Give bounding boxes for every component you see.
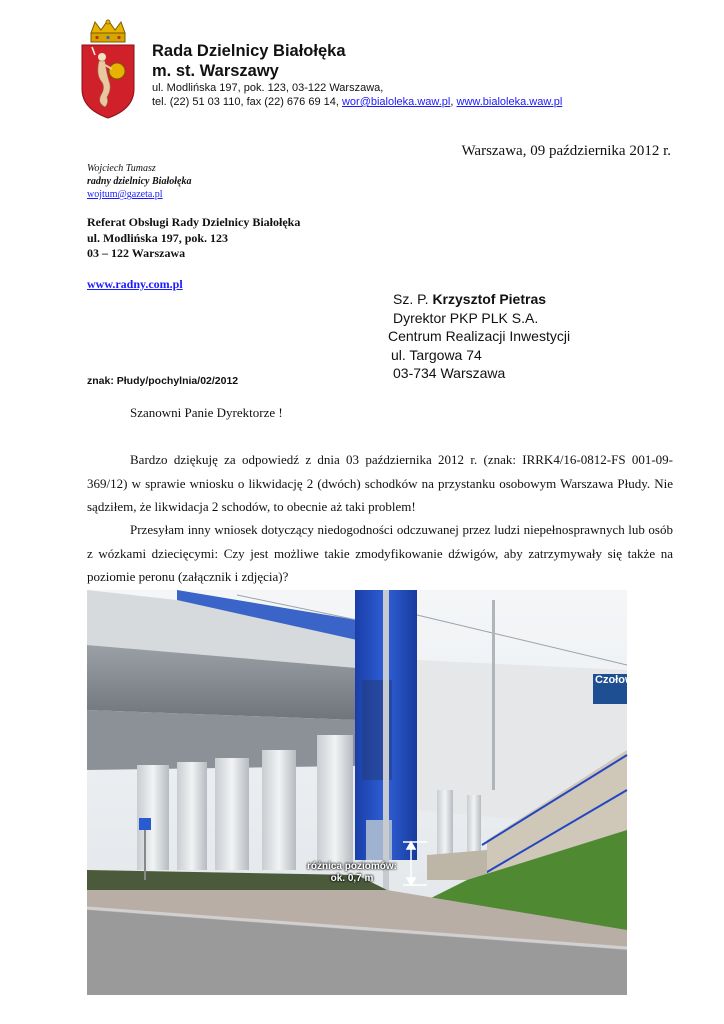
- station-name-sign: Czołow: [593, 674, 627, 704]
- sender-website-link[interactable]: www.radny.com.pl: [87, 277, 183, 291]
- council-name: Rada Dzielnicy Białołęka: [152, 42, 346, 60]
- sender-role: radny dzielnicy Białołęka: [87, 176, 192, 187]
- referat-line1: Referat Obsługi Rady Dzielnicy Białołęka: [87, 215, 301, 229]
- station-photo: [87, 590, 634, 995]
- referat-line3: 03 – 122 Warszawa: [87, 246, 186, 260]
- referat-address: [87, 215, 300, 262]
- council-email-link[interactable]: wor@bialoleka.waw.pl: [341, 96, 451, 108]
- recipient-title: Dyrektor PKP PLK S.A.: [393, 309, 539, 326]
- annotation-line1: różnica poziomów:: [307, 861, 397, 872]
- paragraph-1-text: Bardzo dziękuję za odpowiedź z dnia 03 października 2012 r. (znak: IRRK4/16-0812-FS 001-09-369/12) w sprawie wniosku o likwidację 2 (dwóch) schodków na przystanku osobowym Warszawa Płudy. Nie sądziłem, że likwidacja 2 schodów, to obecnie aż taki problem!: [87, 452, 673, 514]
- council-address: ul. Modlińska 197, pok. 123, 03-122 Warszawa,: [152, 82, 384, 94]
- council-website-link[interactable]: www.bialoleka.waw.pl: [456, 96, 563, 108]
- recipient-street: ul. Targowa 74: [391, 346, 482, 363]
- sender-website: [87, 277, 183, 292]
- sender-name: Wojciech Tumasz: [87, 163, 156, 174]
- sender-email-link[interactable]: wojtum@gazeta.pl: [87, 189, 163, 200]
- sender-block: [87, 162, 191, 201]
- warsaw-mermaid-crest-icon: [79, 19, 137, 119]
- recipient-city: 03-734 Warszawa: [393, 365, 506, 381]
- annotation-line2: ok. 0,7 m: [330, 873, 374, 884]
- council-phone-fax: tel. (22) 51 03 110, fax (22) 676 69 14,: [152, 96, 342, 108]
- recipient-name: Krzysztof Pietras: [432, 291, 547, 307]
- paragraph-2-text: Przesyłam inny wniosek dotyczący niedogodności odczuwanej przez ludzi niepełnosprawnych lub osób z wózkami dziecięcymi: Czy jest możliwe takie zmodyfikowanie dźwigów, aby zatrzymywały się także na poziomie peronu (załącznik i zdjęcia)?: [87, 522, 673, 584]
- reference-number: znak: Płudy/pochylnia/02/2012: [87, 375, 239, 387]
- salutation: Szanowni Panie Dyrektorze !: [130, 405, 283, 420]
- council-contact: [152, 96, 562, 108]
- letter-date: Warszawa, 09 października 2012 r.: [461, 143, 671, 159]
- level-difference-annotation: [297, 861, 407, 885]
- city-name: m. st. Warszawy: [152, 62, 279, 80]
- recipient-block: [388, 290, 570, 383]
- contact-separator: ,: [450, 96, 457, 108]
- referat-line2: ul. Modlińska 197, pok. 123: [87, 230, 229, 245]
- paragraph-2: [87, 518, 673, 589]
- recipient-prefix: Sz. P.: [393, 291, 433, 307]
- paragraph-1: [87, 448, 673, 519]
- recipient-department: Centrum Realizacji Inwestycji: [388, 328, 571, 344]
